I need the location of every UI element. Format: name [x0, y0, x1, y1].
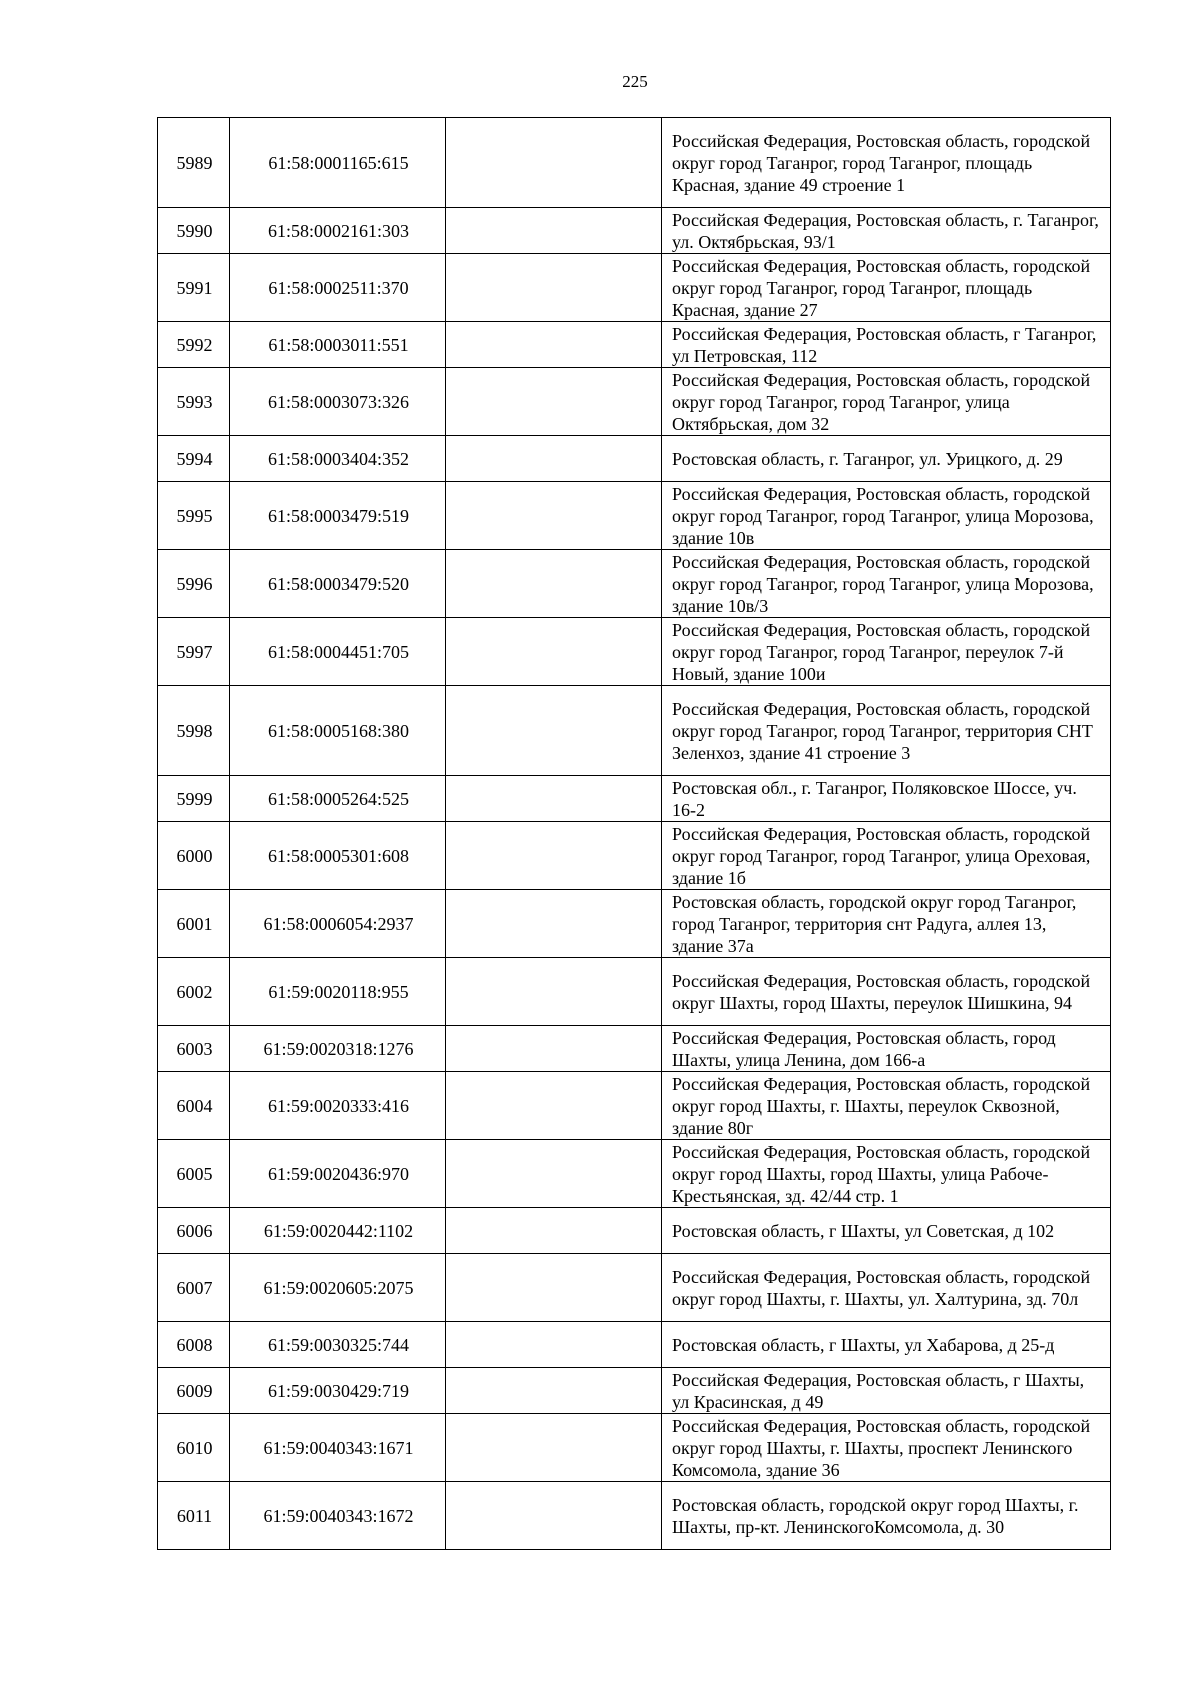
row-number: 6009 [158, 1368, 230, 1414]
table-row [158, 550, 1111, 618]
empty-cell [446, 436, 662, 482]
empty-cell [446, 776, 662, 822]
row-number: 5999 [158, 776, 230, 822]
cadastral-number: 61:59:0020118:955 [230, 958, 446, 1026]
address: Российская Федерация, Ростовская область, городской округ Шахты, город Шахты, переулок Шишкина, 94 [662, 958, 1111, 1026]
cadastral-number: 61:58:0006054:2937 [230, 890, 446, 958]
cadastral-number: 61:58:0005264:525 [230, 776, 446, 822]
address: Ростовская обл., г. Таганрог, Поляковское Шоссе, уч. 16-2 [662, 776, 1111, 822]
address: Российская Федерация, Ростовская область, городской округ город Таганрог, город Таганрог, улица Морозова, здание 10в [662, 482, 1111, 550]
table-row [158, 208, 1111, 254]
empty-cell [446, 322, 662, 368]
row-number: 6007 [158, 1254, 230, 1322]
row-number: 6001 [158, 890, 230, 958]
cadastral-number: 61:59:0020442:1102 [230, 1208, 446, 1254]
table-row [158, 1414, 1111, 1482]
cadastral-number: 61:58:0001165:615 [230, 118, 446, 208]
table-row [158, 1368, 1111, 1414]
empty-cell [446, 254, 662, 322]
table-row [158, 436, 1111, 482]
address: Российская Федерация, Ростовская область, городской округ город Таганрог, город Таганрог, площадь Красная, здание 49 строение 1 [662, 118, 1111, 208]
row-number: 5989 [158, 118, 230, 208]
row-number: 5998 [158, 686, 230, 776]
table-row [158, 686, 1111, 776]
cadastral-number: 61:59:0030325:744 [230, 1322, 446, 1368]
empty-cell [446, 550, 662, 618]
empty-cell [446, 1368, 662, 1414]
table-row [158, 776, 1111, 822]
cadastral-number: 61:59:0030429:719 [230, 1368, 446, 1414]
empty-cell [446, 368, 662, 436]
empty-cell [446, 1482, 662, 1550]
empty-cell [446, 686, 662, 776]
address: Российская Федерация, Ростовская область, город Шахты, улица Ленина, дом 166-а [662, 1026, 1111, 1072]
table-row [158, 822, 1111, 890]
empty-cell [446, 118, 662, 208]
address: Российская Федерация, Ростовская область, г Таганрог, ул Петровская, 112 [662, 322, 1111, 368]
cadastral-number: 61:59:0020333:416 [230, 1072, 446, 1140]
cadastral-number: 61:59:0020436:970 [230, 1140, 446, 1208]
address: Российская Федерация, Ростовская область, городской округ город Шахты, г. Шахты, ул. Халтурина, зд. 70л [662, 1254, 1111, 1322]
cadastral-number: 61:58:0005301:608 [230, 822, 446, 890]
row-number: 5996 [158, 550, 230, 618]
empty-cell [446, 1072, 662, 1140]
row-number: 6006 [158, 1208, 230, 1254]
table-row [158, 1482, 1111, 1550]
address: Российская Федерация, Ростовская область, городской округ город Таганрог, город Таганрог, улица Октябрьская, дом 32 [662, 368, 1111, 436]
address: Ростовская область, городской округ город Шахты, г. Шахты, пр-кт. ЛенинскогоКомсомола, д. 30 [662, 1482, 1111, 1550]
cadastral-number: 61:58:0002161:303 [230, 208, 446, 254]
address: Российская Федерация, Ростовская область, городской округ город Таганрог, город Таганрог, улица Ореховая, здание 1б [662, 822, 1111, 890]
address: Российская Федерация, Ростовская область, г Шахты, ул Красинская, д 49 [662, 1368, 1111, 1414]
address: Российская Федерация, Ростовская область, городской округ город Шахты, г. Шахты, проспект Ленинского Комсомола, здание 36 [662, 1414, 1111, 1482]
registry-table [157, 117, 1111, 1550]
cadastral-number: 61:59:0040343:1672 [230, 1482, 446, 1550]
empty-cell [446, 1254, 662, 1322]
address: Ростовская область, г Шахты, ул Хабарова, д 25-д [662, 1322, 1111, 1368]
address: Российская Федерация, Ростовская область, городской округ город Шахты, г. Шахты, переулок Сквозной, здание 80г [662, 1072, 1111, 1140]
address: Российская Федерация, Ростовская область, городской округ город Таганрог, город Таганрог, улица Морозова, здание 10в/3 [662, 550, 1111, 618]
table-row [158, 1140, 1111, 1208]
table-row [158, 322, 1111, 368]
empty-cell [446, 482, 662, 550]
table-row [158, 1322, 1111, 1368]
cadastral-number: 61:58:0002511:370 [230, 254, 446, 322]
table-row [158, 618, 1111, 686]
cadastral-number: 61:58:0005168:380 [230, 686, 446, 776]
table-row [158, 890, 1111, 958]
cadastral-number: 61:58:0003479:520 [230, 550, 446, 618]
row-number: 5993 [158, 368, 230, 436]
row-number: 6003 [158, 1026, 230, 1072]
empty-cell [446, 1026, 662, 1072]
row-number: 6002 [158, 958, 230, 1026]
row-number: 6005 [158, 1140, 230, 1208]
table-row [158, 118, 1111, 208]
empty-cell [446, 822, 662, 890]
cadastral-number: 61:58:0003404:352 [230, 436, 446, 482]
row-number: 6011 [158, 1482, 230, 1550]
table-row [158, 1254, 1111, 1322]
empty-cell [446, 618, 662, 686]
cadastral-number: 61:58:0003479:519 [230, 482, 446, 550]
table-row [158, 254, 1111, 322]
row-number: 5997 [158, 618, 230, 686]
address: Российская Федерация, Ростовская область, городской округ город Таганрог, город Таганрог, переулок 7-й Новый, здание 100и [662, 618, 1111, 686]
row-number: 5994 [158, 436, 230, 482]
row-number: 5990 [158, 208, 230, 254]
address: Российская Федерация, Ростовская область, городской округ город Таганрог, город Таганрог, территория СНТ Зеленхоз, здание 41 строение 3 [662, 686, 1111, 776]
empty-cell [446, 1322, 662, 1368]
address: Российская Федерация, Ростовская область, г. Таганрог, ул. Октябрьская, 93/1 [662, 208, 1111, 254]
table-row [158, 1026, 1111, 1072]
address: Ростовская область, г Шахты, ул Советская, д 102 [662, 1208, 1111, 1254]
empty-cell [446, 1140, 662, 1208]
row-number: 6008 [158, 1322, 230, 1368]
address: Ростовская область, городской округ город Таганрог, город Таганрог, территория снт Радуга, аллея 13, здание 37а [662, 890, 1111, 958]
empty-cell [446, 208, 662, 254]
cadastral-number: 61:59:0020605:2075 [230, 1254, 446, 1322]
row-number: 6004 [158, 1072, 230, 1140]
address: Ростовская область, г. Таганрог, ул. Урицкого, д. 29 [662, 436, 1111, 482]
row-number: 5995 [158, 482, 230, 550]
page-number: 225 [622, 72, 648, 91]
row-number: 5991 [158, 254, 230, 322]
row-number: 6010 [158, 1414, 230, 1482]
table-row [158, 482, 1111, 550]
address: Российская Федерация, Ростовская область, городской округ город Таганрог, город Таганрог, площадь Красная, здание 27 [662, 254, 1111, 322]
table-row [158, 1072, 1111, 1140]
row-number: 6000 [158, 822, 230, 890]
table-row [158, 368, 1111, 436]
empty-cell [446, 958, 662, 1026]
cadastral-number: 61:58:0004451:705 [230, 618, 446, 686]
cadastral-number: 61:58:0003073:326 [230, 368, 446, 436]
table-row [158, 958, 1111, 1026]
empty-cell [446, 1208, 662, 1254]
empty-cell [446, 890, 662, 958]
table-row [158, 1208, 1111, 1254]
cadastral-number: 61:59:0020318:1276 [230, 1026, 446, 1072]
cadastral-number: 61:58:0003011:551 [230, 322, 446, 368]
cadastral-number: 61:59:0040343:1671 [230, 1414, 446, 1482]
row-number: 5992 [158, 322, 230, 368]
address: Российская Федерация, Ростовская область, городской округ город Шахты, город Шахты, улица Рабоче-Крестьянская, зд. 42/44 стр. 1 [662, 1140, 1111, 1208]
empty-cell [446, 1414, 662, 1482]
